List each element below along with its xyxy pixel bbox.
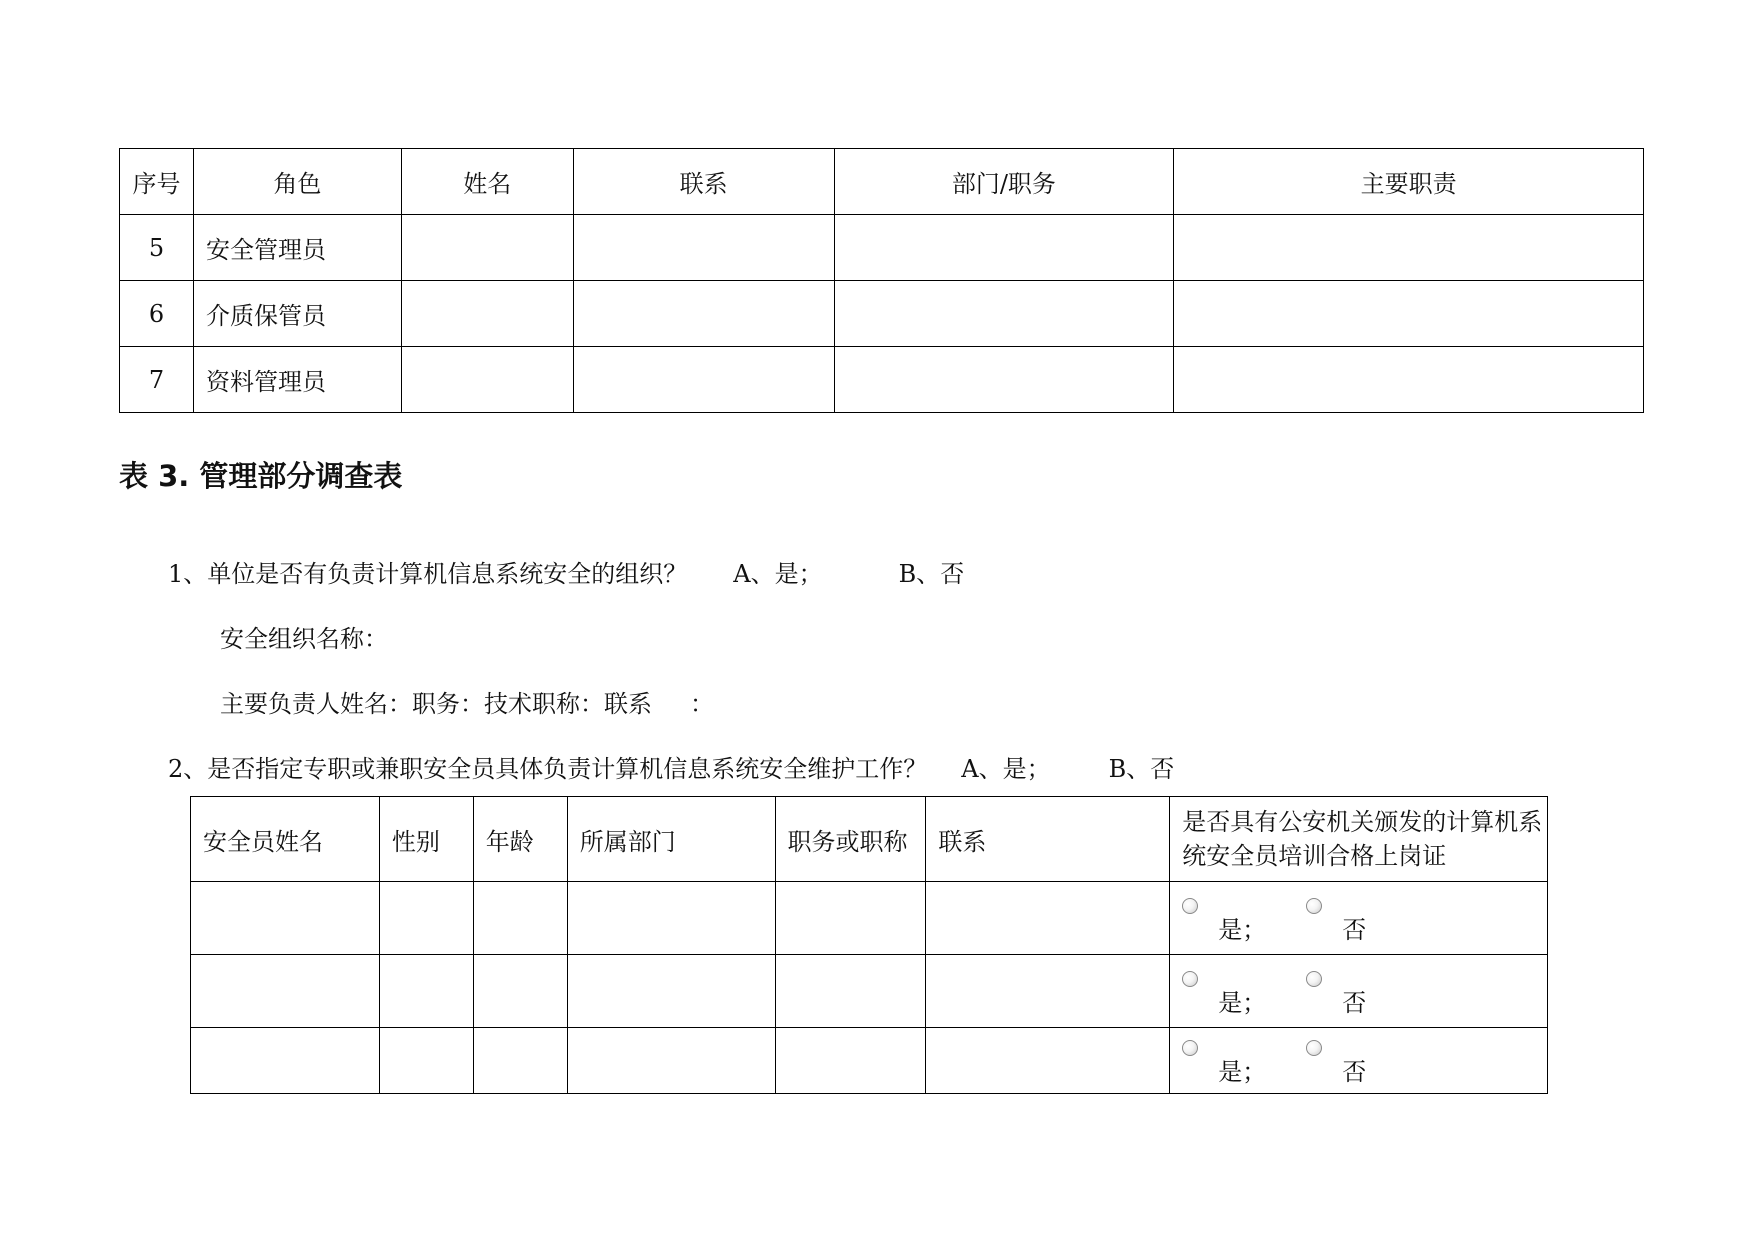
leader-contact-colon: ： [690, 690, 714, 718]
row-role: 介质保管员 [193, 281, 401, 347]
staff-name-cell[interactable] [191, 1028, 380, 1094]
header-department: 所属部门 [567, 797, 775, 882]
table-row [120, 347, 1644, 413]
contact-cell[interactable] [573, 347, 834, 413]
question-1 [168, 554, 964, 589]
header-main-duties: 主要职责 [1174, 149, 1644, 215]
duties-cell[interactable] [1174, 281, 1644, 347]
dept-position-cell[interactable] [834, 215, 1174, 281]
question-2-option-a[interactable]: A、是； [961, 755, 1051, 783]
question-1-text: 1、单位是否有负责计算机信息系统安全的组织？ [168, 560, 688, 588]
question-2 [168, 749, 1174, 784]
question-1-option-b[interactable]: B、否 [898, 560, 965, 588]
row-serial-no: 7 [120, 347, 194, 413]
yes-label: 是； [1218, 915, 1267, 944]
age-cell[interactable] [473, 955, 567, 1028]
row-serial-no: 5 [120, 215, 194, 281]
certificate-cell [1170, 955, 1548, 1028]
row-role: 安全管理员 [193, 215, 401, 281]
table-row [191, 955, 1548, 1028]
no-label: 否 [1342, 988, 1367, 1017]
yes-label: 是； [1218, 988, 1267, 1017]
contact-cell[interactable] [573, 281, 834, 347]
leader-info-line [220, 684, 714, 719]
name-cell[interactable] [401, 215, 573, 281]
header-contact: 联系 [926, 797, 1170, 882]
radio-icon[interactable] [1306, 1040, 1322, 1056]
radio-icon[interactable] [1306, 971, 1322, 987]
table-row [120, 215, 1644, 281]
radio-icon[interactable] [1182, 971, 1198, 987]
position-cell[interactable] [775, 955, 926, 1028]
certificate-cell [1170, 1028, 1548, 1094]
department-cell[interactable] [567, 955, 775, 1028]
radio-icon[interactable] [1182, 1040, 1198, 1056]
header-staff-name: 安全员姓名 [191, 797, 380, 882]
certificate-yes-option[interactable] [1182, 1038, 1266, 1087]
certificate-no-option[interactable] [1306, 1038, 1366, 1087]
department-cell[interactable] [567, 1028, 775, 1094]
question-1-option-a[interactable]: A、是； [733, 560, 823, 588]
staff-name-cell[interactable] [191, 882, 380, 955]
org-name-label: 安全组织名称： [220, 625, 388, 653]
name-cell[interactable] [401, 281, 573, 347]
table-row [191, 882, 1548, 955]
header-serial-no: 序号 [120, 149, 194, 215]
dept-position-cell[interactable] [834, 347, 1174, 413]
duties-cell[interactable] [1174, 347, 1644, 413]
no-label: 否 [1342, 915, 1367, 944]
header-certificate: 是否具有公安机关颁发的计算机系统安全员培训合格上岗证 [1170, 797, 1548, 882]
dept-position-cell[interactable] [834, 281, 1174, 347]
certificate-cell [1170, 882, 1548, 955]
department-cell[interactable] [567, 882, 775, 955]
duties-cell[interactable] [1174, 215, 1644, 281]
header-position-title: 职务或职称 [775, 797, 926, 882]
roles-table-header-row [120, 149, 1644, 215]
leader-info-label: 主要负责人姓名：职务：技术职称：联系 [220, 690, 652, 718]
section-title: 表 3. 管理部分调查表 [119, 459, 403, 493]
header-role: 角色 [193, 149, 401, 215]
gender-cell[interactable] [379, 1028, 473, 1094]
staff-table-header-row [191, 797, 1548, 882]
row-serial-no: 6 [120, 281, 194, 347]
certificate-yes-option[interactable] [1182, 969, 1266, 1018]
table-row [120, 281, 1644, 347]
table-row [191, 1028, 1548, 1094]
no-label: 否 [1342, 1058, 1367, 1086]
radio-icon[interactable] [1306, 898, 1322, 914]
certificate-yes-option[interactable] [1182, 896, 1266, 945]
header-name: 姓名 [401, 149, 573, 215]
gender-cell[interactable] [379, 955, 473, 1028]
header-age: 年龄 [473, 797, 567, 882]
gender-cell[interactable] [379, 882, 473, 955]
contact-cell[interactable] [926, 955, 1170, 1028]
header-contact: 联系 [573, 149, 834, 215]
age-cell[interactable] [473, 1028, 567, 1094]
position-cell[interactable] [775, 882, 926, 955]
question-2-text: 2、是否指定专职或兼职安全员具体负责计算机信息系统安全维护工作？ [168, 755, 928, 783]
staff-name-cell[interactable] [191, 955, 380, 1028]
contact-cell[interactable] [926, 882, 1170, 955]
name-cell[interactable] [401, 347, 573, 413]
age-cell[interactable] [473, 882, 567, 955]
security-staff-table [190, 796, 1548, 1094]
radio-icon[interactable] [1182, 898, 1198, 914]
certificate-no-option[interactable] [1306, 896, 1366, 945]
header-gender: 性别 [379, 797, 473, 882]
row-role: 资料管理员 [193, 347, 401, 413]
contact-cell[interactable] [926, 1028, 1170, 1094]
roles-table [119, 148, 1644, 413]
question-2-option-b[interactable]: B、否 [1108, 755, 1175, 783]
certificate-no-option[interactable] [1306, 969, 1366, 1018]
position-cell[interactable] [775, 1028, 926, 1094]
contact-cell[interactable] [573, 215, 834, 281]
yes-label: 是； [1218, 1058, 1267, 1086]
header-dept-position: 部门/职务 [834, 149, 1174, 215]
